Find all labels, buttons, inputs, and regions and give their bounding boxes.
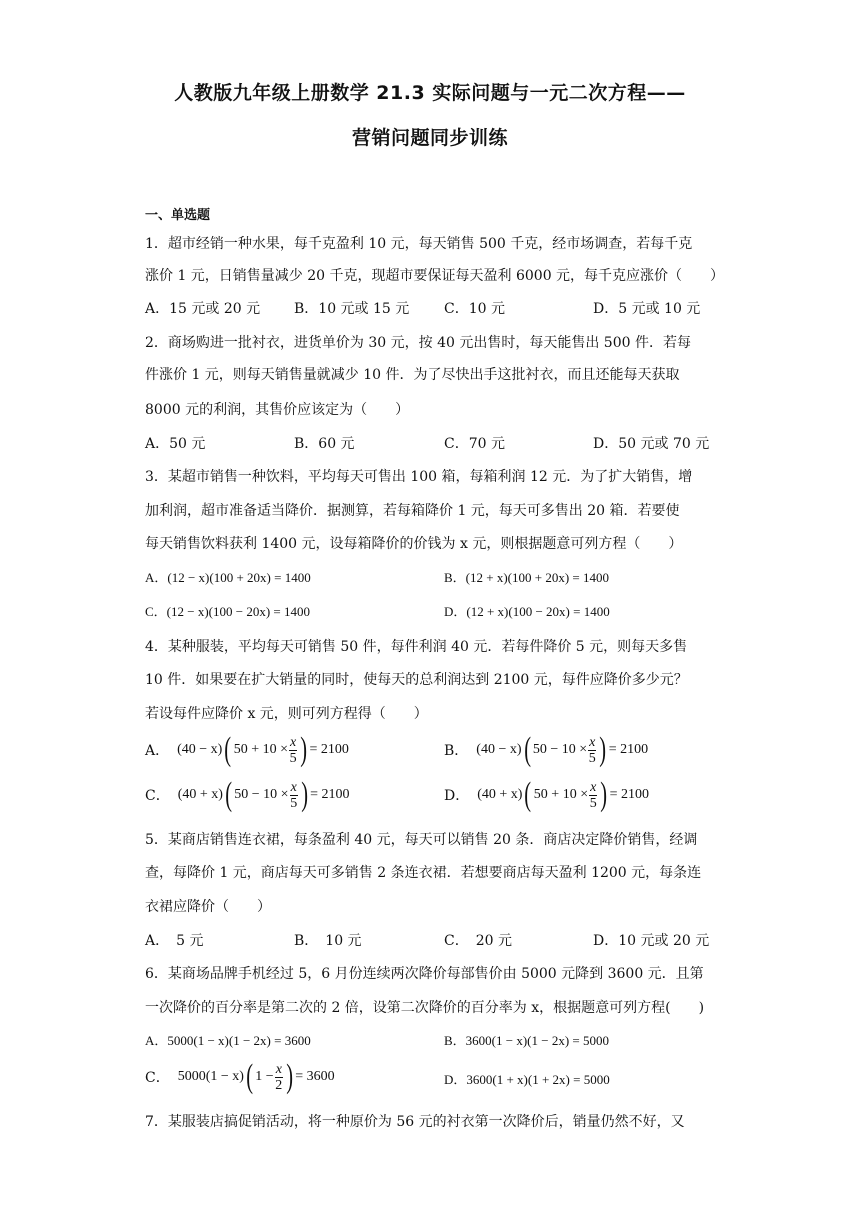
q5-line-1: 5．某商店销售连衣裙，每条盈利 40 元，每天可以销售 20 条．商店决定降价销售，经调 (145, 832, 698, 848)
q1-option-c: C．10 元 (444, 301, 505, 317)
q2-line-3: 8000 元的利润，其售价应该定为（ ） (145, 402, 410, 418)
left-paren-glyph: ( (524, 776, 532, 813)
q4-option-c-label: C． (145, 788, 170, 804)
right-paren-glyph: ) (600, 776, 608, 813)
q4-option-c (145, 778, 350, 812)
q2-option-d: D．50 元或 70 元 (593, 436, 710, 452)
q3-option-b: B．(12 + x)(100 + 20x) = 1400 (444, 570, 609, 585)
q3-option-d: D．(12 + x)(100 − 20x) = 1400 (444, 604, 610, 619)
left-paren-glyph: ( (523, 731, 531, 768)
q4-line-2: 10 件．如果要在扩大销量的同时，使每天的总利润达到 2100 元，每件应降价多少元？ (145, 672, 688, 688)
q4-option-b-label: B． (444, 743, 469, 759)
left-paren-glyph: ( (225, 776, 233, 813)
q4-option-d-rhs: = 2100 (609, 787, 650, 802)
q4-option-a-left: (40 − x) (177, 742, 223, 757)
fraction: $\frac{x}{5}$ (290, 779, 298, 811)
q3-line-2: 加利润，超市准备适当降价．据测算，若每箱降价 1 元，每天可多售出 20 箱．若要使 (145, 503, 680, 519)
q4-option-d-inner: 50 + 10 × (533, 787, 589, 802)
q2-option-b: B．60 元 (294, 436, 355, 452)
right-paren-glyph: ) (599, 731, 607, 768)
q2-option-c: C．70 元 (444, 436, 505, 452)
section-heading: 一、单选题 (145, 208, 211, 223)
q4-option-d-label: D． (444, 788, 470, 804)
q4-line-3: 若设每件应降价 x 元，则可列方程得（ ） (145, 706, 428, 722)
q3-line-1: 3．某超市销售一种饮料，平均每天可售出 100 箱，每箱利润 12 元．为了扩大销售，增 (145, 469, 693, 485)
q4-option-d-left: (40 + x) (477, 787, 523, 802)
q2-line-1: 2．商场购进一批衬衣，进货单价为 30 元，按 40 元出售时，每天能售出 500 件．若每 (145, 335, 691, 351)
q6-option-c-left: 5000(1 − x) (177, 1069, 244, 1084)
q4-option-c-left: (40 + x) (177, 787, 223, 802)
q6-option-d: D．3600(1 + x)(1 + 2x) = 5000 (444, 1072, 610, 1087)
fraction: $\frac{x}{5}$ (589, 779, 597, 811)
q5-option-a: A． 5 元 (145, 933, 204, 949)
q6-option-c-rhs: = 3600 (295, 1069, 335, 1084)
q4-option-a-inner: 50 + 10 × (233, 742, 288, 757)
document-title-line-2: 营销问题同步训练 (351, 127, 508, 149)
left-paren-glyph: ( (224, 731, 232, 768)
right-paren-glyph: ) (300, 731, 308, 768)
q4-option-a-rhs: = 2100 (309, 742, 349, 757)
q7-line-1: 7．某服装店搞促销活动，将一种原价为 56 元的衬衣第一次降价后，销量仍然不好，又 (145, 1114, 685, 1130)
q3-line-3: 每天销售饮料获利 1400 元，设每箱降价的价钱为 x 元，则根据题意可列方程（ ） (145, 536, 683, 552)
q4-option-c-rhs: = 2100 (310, 787, 350, 802)
q4-option-c-inner: 50 − 10 × (234, 787, 289, 802)
q4-line-1: 4．某种服装，平均每天可销售 50 件，每件利润 40 元．若每件降价 5 元，则每天多售 (145, 639, 688, 655)
q6-option-c-label: C． (145, 1070, 170, 1086)
q2-line-2: 件涨价 1 元，则每天销售量就减少 10 件．为了尽快出手这批衬衣，而且还能每天获取 (145, 367, 680, 383)
q6-line-2: 一次降价的百分率是第二次的 2 倍，设第二次降价的百分率为 x，根据题意可列方程( ) (145, 1000, 705, 1016)
q4-option-b-rhs: = 2100 (608, 742, 649, 757)
q5-option-d: D．10 元或 20 元 (593, 933, 710, 949)
q6-line-1: 6．某商场品牌手机经过 5，6 月份连续两次降价每部售价由 5000 元降到 3600 元．且第 (145, 966, 704, 982)
right-paren-glyph: ) (301, 776, 308, 813)
fraction: $\frac{x}{5}$ (588, 734, 596, 766)
right-paren-glyph: ) (286, 1058, 293, 1095)
q6-option-c-inner: 1 − (255, 1069, 274, 1084)
q3-option-c: C．(12 − x)(100 − 20x) = 1400 (145, 604, 310, 619)
q1-line-1: 1．超市经销一种水果，每千克盈利 10 元，每天销售 500 千克，经市场调查，若每千克 (145, 236, 693, 252)
q1-option-b: B．10 元或 15 元 (294, 301, 410, 317)
q6-option-a: A．5000(1 − x)(1 − 2x) = 3600 (145, 1033, 311, 1048)
document-title-line-1: 人教版九年级上册数学 21.3 实际问题与一元二次方程—— (174, 82, 686, 104)
q4-option-b-inner: 50 − 10 × (532, 742, 588, 757)
q4-option-a-label: A． (145, 743, 170, 759)
q6-option-c (145, 1060, 335, 1094)
q4-option-a (145, 733, 349, 767)
q5-line-3: 衣裙应降价（ ） (145, 899, 271, 915)
q5-option-c: C． 20 元 (444, 933, 512, 949)
q5-option-b: B． 10 元 (294, 933, 362, 949)
q1-line-2: 涨价 1 元，日销售量减少 20 千克，现超市要保证每天盈利 6000 元，每千克应涨价（ ） (145, 268, 725, 284)
q6-option-b: B．3600(1 − x)(1 − 2x) = 5000 (444, 1033, 609, 1048)
fraction: $\frac{x}{2}$ (275, 1061, 283, 1093)
q4-option-d (444, 778, 649, 812)
left-paren-glyph: ( (246, 1058, 254, 1095)
q1-option-d: D．5 元或 10 元 (593, 301, 701, 317)
q4-option-b-left: (40 − x) (476, 742, 522, 757)
q3-option-a: A．(12 − x)(100 + 20x) = 1400 (145, 570, 311, 585)
q4-option-b (444, 733, 648, 767)
q5-line-2: 查，每降价 1 元，商店每天可多销售 2 条连衣裙．若想要商店每天盈利 1200 元，每条连 (145, 865, 702, 881)
q1-option-a: A．15 元或 20 元 (145, 301, 261, 317)
q2-option-a: A．50 元 (145, 436, 206, 452)
fraction: $\frac{x}{5}$ (289, 734, 297, 766)
